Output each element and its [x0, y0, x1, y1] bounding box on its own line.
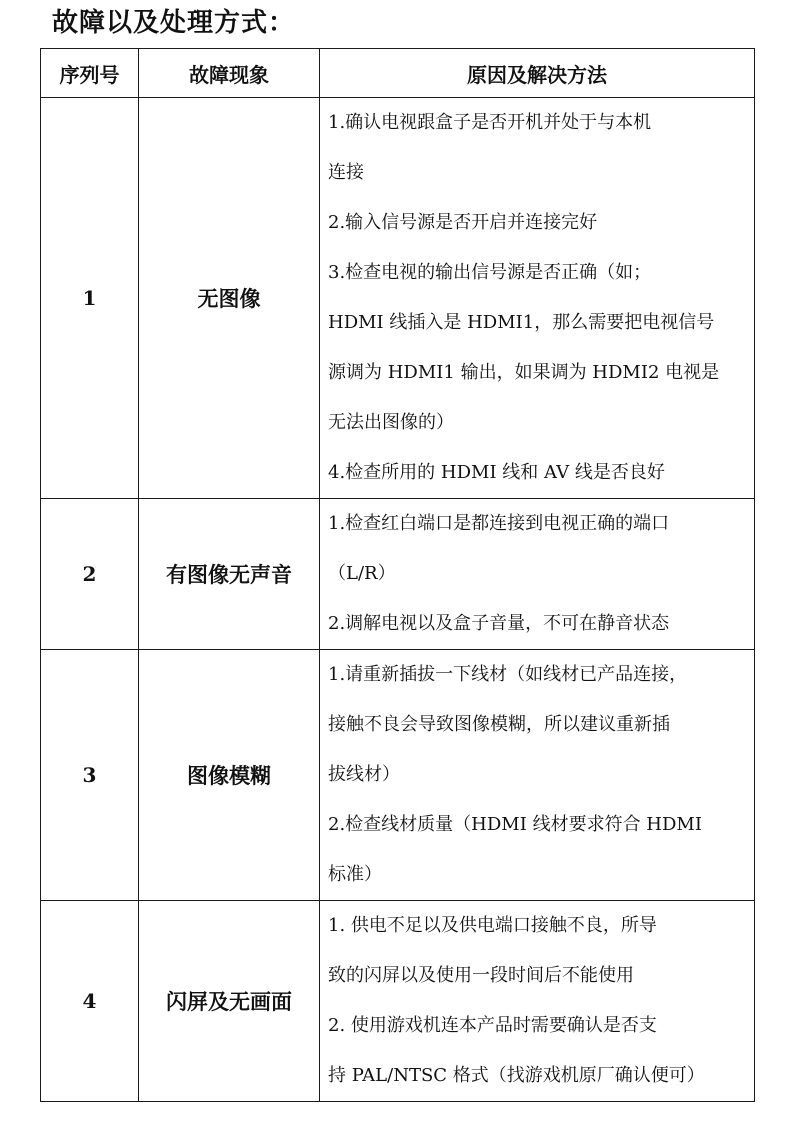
header-fault-symptom: 故障现象	[139, 49, 320, 98]
solution-cell	[320, 650, 755, 901]
solution-line: 2.调解电视以及盒子音量，不可在静音状态	[328, 613, 670, 634]
solution-line: 标准）	[328, 864, 382, 885]
solution-line: 4.检查所用的 HDMI 线和 AV 线是否良好	[328, 462, 665, 483]
solution-line: 拔线材）	[328, 764, 400, 785]
row-number: 3	[41, 650, 139, 901]
fault-symptom: 图像模糊	[139, 650, 320, 901]
solution-cell	[320, 499, 755, 650]
solution-line: 1.确认电视跟盒子是否开机并处于与本机	[328, 112, 652, 133]
fault-symptom: 闪屏及无画面	[139, 901, 320, 1102]
table-row	[41, 499, 755, 650]
table-row	[41, 650, 755, 901]
solution-cell	[320, 98, 755, 499]
solution-line: 1.请重新插拔一下线材（如线材已产品连接，	[328, 664, 688, 685]
solution-line: 致的闪屏以及使用一段时间后不能使用	[328, 965, 634, 986]
page-title: 故障以及处理方式：	[52, 8, 296, 38]
solution-line: 1.检查红白端口是都连接到电视正确的端口	[328, 513, 670, 534]
solution-line: 持 PAL/NTSC 格式（找游戏机原厂确认便可）	[328, 1065, 705, 1086]
solution-line: 源调为 HDMI1 输出，如果调为 HDMI2 电视是	[328, 362, 720, 383]
solution-cell	[320, 901, 755, 1102]
table-header-row	[41, 49, 755, 98]
solution-line: 1. 供电不足以及供电端口接触不良，所导	[328, 915, 657, 936]
row-number: 2	[41, 499, 139, 650]
solution-line: 3.检查电视的输出信号源是否正确（如；	[328, 262, 652, 283]
fault-symptom: 无图像	[139, 98, 320, 499]
solution-line: （L/R）	[328, 563, 396, 584]
table-row	[41, 98, 755, 499]
row-number: 1	[41, 98, 139, 499]
table-row	[41, 901, 755, 1102]
row-number: 4	[41, 901, 139, 1102]
solution-line: 接触不良会导致图像模糊，所以建议重新插	[328, 714, 670, 735]
solution-line: 2. 使用游戏机连本产品时需要确认是否支	[328, 1015, 657, 1036]
solution-line: 2.输入信号源是否开启并连接完好	[328, 212, 598, 233]
fault-table	[40, 48, 755, 1102]
header-serial-number: 序列号	[41, 49, 139, 98]
solution-line: 2.检查线材质量（HDMI 线材要求符合 HDMI	[328, 814, 702, 835]
fault-symptom: 有图像无声音	[139, 499, 320, 650]
header-cause-solution: 原因及解决方法	[320, 49, 755, 98]
solution-line: HDMI 线插入是 HDMI1，那么需要把电视信号	[328, 312, 715, 333]
solution-line: 连接	[328, 162, 364, 183]
solution-line: 无法出图像的）	[328, 412, 454, 433]
